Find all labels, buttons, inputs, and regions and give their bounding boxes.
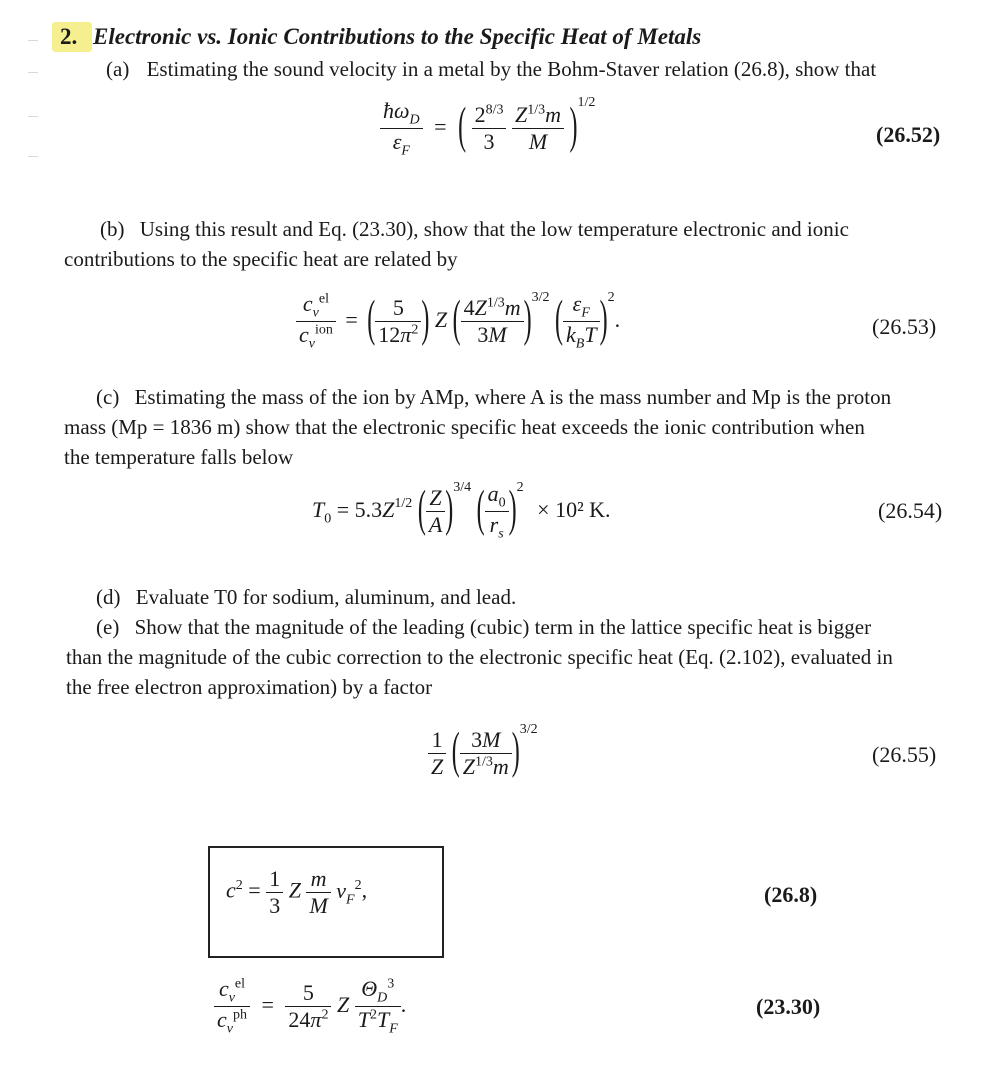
- equation-26-55: $\frac{1}{Z}$ ( $\frac{3M}{Z^{1/3}m}$ )$^{3/2}$: [428, 722, 538, 780]
- equation-number: (26.54): [878, 498, 943, 523]
- margin-mark: [28, 40, 38, 41]
- equation-26-8: $c^2$ = $\frac{1}{3}$ Z $\frac{m}{M}$ $v_F^2$,: [226, 866, 368, 918]
- part-d-label: (d): [96, 585, 121, 609]
- part-b-line1: (b) Using this result and Eq. (23.30), show that the low temperature electronic and ionic: [100, 217, 849, 241]
- part-c-line2: mass (Mp = 1836 m) show that the electronic specific heat exceeds the ionic contribution when: [64, 415, 865, 439]
- equation-number: (26.53): [872, 314, 937, 339]
- part-b-line2: contributions to the specific heat are related by: [64, 247, 458, 271]
- part-e-line3: the free electron approximation) by a factor: [66, 675, 433, 699]
- part-e-line2: than the magnitude of the cubic correction to the electronic specific heat (Eq. (2.102), evaluated in: [66, 645, 893, 669]
- part-b-label: (b): [100, 217, 125, 241]
- part-a-text: Estimating the sound velocity in a metal by the Bohm-Staver relation (26.8), show that: [146, 57, 877, 81]
- margin-mark: [28, 116, 38, 117]
- problem-header: [60, 22, 701, 52]
- equation-23-30: $\frac{c_v^{el}}{c_v^{ph}}$ = $\frac{5}{24\pi^2}$ Z $\frac{\Theta_D^3}{T^2T_F}$ .: [214, 976, 406, 1038]
- part-c-line1: (c) Estimating the mass of the ion by AMp, where A is the mass number and Mp is the proton: [96, 385, 892, 409]
- problem-title: Electronic vs. Ionic Contributions to the Specific Heat of Metals: [93, 24, 702, 49]
- equation-number: (26.55): [872, 742, 937, 767]
- part-c-label: (c): [96, 385, 120, 409]
- part-e-line1: (e) Show that the magnitude of the leading (cubic) term in the lattice specific heat is bigger: [96, 615, 872, 639]
- margin-mark: [28, 72, 38, 73]
- part-a: [106, 54, 876, 84]
- equation-26-52: $\frac{ħ\omega_D}{\varepsilon_F}$ = ( $\frac{2^{8/3}}{3}$ $\frac{Z^{1/3}m}{M}$ )$^{1/2}$: [380, 95, 595, 160]
- equation-26-54: $T_0 = 5.3Z^{1/2}$ ( $\frac{Z}{A}$ )$^{3/4}$ ( $\frac{a_0}{r_s}$ )$^2$ × 10² K.: [312, 480, 611, 542]
- equation-number: (23.30): [756, 994, 821, 1019]
- eq-constant: 5.3: [354, 497, 383, 522]
- equation-number: (26.8): [764, 882, 818, 907]
- margin-mark: [28, 156, 38, 157]
- equation-number: (26.52): [876, 122, 941, 147]
- part-d: (d) Evaluate T0 for sodium, aluminum, and lead.: [96, 585, 517, 609]
- problem-number: 2.: [60, 24, 78, 49]
- eq-factor: × 10² K.: [537, 497, 611, 522]
- part-e-label: (e): [96, 615, 120, 639]
- equation-26-53: $\frac{c_v^{el}}{c_v^{ion}}$ = ( $\frac{5}{12\pi^2}$ ) Z ( $\frac{4Z^{1/3}m}{3M}$ )$^{3/2}$ ( $\frac{\varepsilon_F}{k_BT}$ )$^2$.: [296, 290, 620, 353]
- part-c-line3: the temperature falls below: [64, 445, 294, 469]
- part-a-label: (a): [106, 57, 130, 81]
